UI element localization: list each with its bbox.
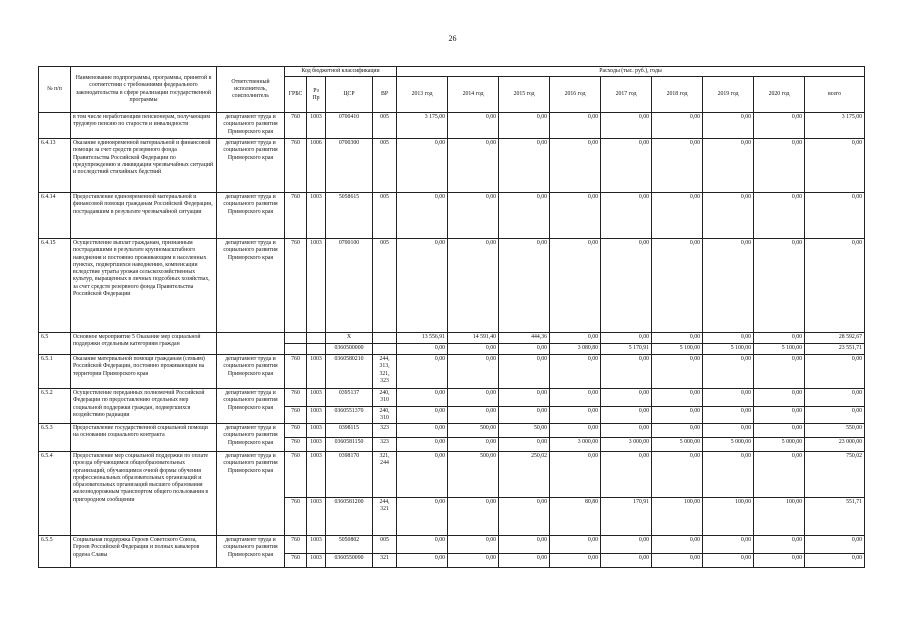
cell-vr: 240, 310 [373, 406, 397, 423]
cell-year-value: 0,00 [397, 139, 448, 193]
cell-year-value: 100,00 [703, 498, 754, 536]
cell-rzpr: 1003 [307, 406, 326, 423]
cell-year-value: 5 170,91 [601, 344, 652, 355]
cell-year-value: 0,00 [601, 239, 652, 333]
cell-year-value: 0,00 [499, 554, 550, 568]
header-budget-code: Код бюджетной классификации [285, 67, 397, 77]
cell-year-value: 0,00 [703, 389, 754, 406]
cell-rzpr [307, 344, 326, 355]
cell-year-value: 0,00 [652, 355, 703, 389]
cell-csr: 0395137 [326, 389, 373, 406]
cell-csr: 0700410 [326, 113, 373, 139]
header-executor: Ответственный исполнитель, соисполнитель [217, 67, 285, 113]
cell-year-value: 0,00 [703, 554, 754, 568]
cell-vr: 244, 313, 321, 323 [373, 355, 397, 389]
cell-year-value: 0,00 [499, 113, 550, 139]
cell-year-value: 0,00 [754, 389, 805, 406]
cell-year-value: 0,00 [754, 452, 805, 498]
cell-total: 23 000,00 [805, 438, 865, 452]
cell-grbs: 760 [285, 355, 307, 389]
cell-year-value: 0,00 [550, 554, 601, 568]
cell-year-value: 3 000,00 [601, 438, 652, 452]
cell-csr: 0360551370 [326, 406, 373, 423]
cell-grbs: 760 [285, 498, 307, 536]
cell-year-value: 5 000,00 [652, 438, 703, 452]
row-executor: департамент труда и социального развития Приморского края [217, 355, 285, 389]
cell-year-value: 0,00 [703, 113, 754, 139]
cell-year-value: 0,00 [499, 536, 550, 554]
cell-year-value: 0,00 [601, 113, 652, 139]
cell-grbs: 760 [285, 452, 307, 498]
cell-rzpr: 1003 [307, 193, 326, 239]
cell-year-value: 0,00 [448, 113, 499, 139]
row-name: Основное мероприятие 5 Оказание мер социальной поддержки отдельным категориям граждан [71, 333, 217, 355]
row-number: 6.5.4 [39, 452, 71, 536]
cell-year-value: 5 000,00 [754, 438, 805, 452]
cell-year-value: 250,02 [499, 452, 550, 498]
cell-year-value: 0,00 [754, 239, 805, 333]
row-executor: департамент труда и социального развития Приморского края [217, 424, 285, 452]
table-header [39, 67, 865, 113]
cell-year-value: 0,00 [601, 333, 652, 344]
cell-year-value: 0,00 [754, 355, 805, 389]
cell-year-value: 0,00 [703, 424, 754, 438]
cell-year-value: 0,00 [499, 239, 550, 333]
row-executor: департамент труда и социального развития Приморского края [217, 193, 285, 239]
row-number: 6.5.1 [39, 355, 71, 389]
table-row [39, 389, 865, 406]
cell-rzpr: 1003 [307, 113, 326, 139]
table-row [39, 239, 865, 333]
cell-year-value: 0,00 [754, 406, 805, 423]
cell-year-value: 0,00 [754, 333, 805, 344]
header-year: 2020 год [754, 77, 805, 113]
cell-year-value: 0,00 [703, 333, 754, 344]
header-total: всего [805, 77, 865, 113]
cell-total: 3 175,00 [805, 113, 865, 139]
cell-csr: 0398115 [326, 424, 373, 438]
header-num: № п/п [39, 67, 71, 113]
cell-csr: 0700100 [326, 239, 373, 333]
cell-year-value: 0,00 [652, 239, 703, 333]
cell-total: 0,00 [805, 554, 865, 568]
cell-year-value: 0,00 [601, 452, 652, 498]
cell-year-value: 0,00 [448, 389, 499, 406]
cell-year-value: 0,00 [397, 498, 448, 536]
cell-vr: 005 [373, 239, 397, 333]
cell-year-value: 0,00 [601, 554, 652, 568]
cell-year-value: 0,00 [754, 113, 805, 139]
cell-total: 750,02 [805, 452, 865, 498]
cell-total: 0,00 [805, 389, 865, 406]
cell-year-value: 0,00 [397, 536, 448, 554]
cell-year-value: 0,00 [652, 139, 703, 193]
row-name: в том числе неработающим пенсионерам, получающим трудовую пенсию по старости и инвалидности [71, 113, 217, 139]
cell-year-value: 0,00 [499, 344, 550, 355]
cell-grbs: 760 [285, 193, 307, 239]
cell-year-value: 0,00 [550, 536, 601, 554]
cell-grbs: 760 [285, 239, 307, 333]
page-number: 26 [448, 34, 457, 43]
cell-vr: 323 [373, 424, 397, 438]
cell-grbs: 760 [285, 554, 307, 568]
cell-year-value: 0,00 [601, 536, 652, 554]
cell-year-value: 0,00 [397, 438, 448, 452]
cell-year-value: 0,00 [703, 355, 754, 389]
table-row [39, 424, 865, 438]
cell-year-value: 5 000,00 [703, 438, 754, 452]
cell-year-value: 0,00 [550, 424, 601, 438]
cell-year-value: 0,00 [754, 554, 805, 568]
cell-total: 0,00 [805, 355, 865, 389]
cell-vr [373, 333, 397, 344]
cell-year-value: 0,00 [448, 193, 499, 239]
cell-rzpr: 1006 [307, 139, 326, 193]
cell-grbs: 760 [285, 113, 307, 139]
cell-year-value: 0,00 [550, 193, 601, 239]
cell-year-value: 0,00 [550, 406, 601, 423]
cell-year-value: 50,00 [499, 424, 550, 438]
table-row [39, 193, 865, 239]
cell-total: 0,00 [805, 536, 865, 554]
cell-year-value: 0,00 [397, 452, 448, 498]
cell-grbs: 760 [285, 536, 307, 554]
cell-year-value: 0,00 [601, 355, 652, 389]
cell-total: 23 551,71 [805, 344, 865, 355]
cell-year-value: 100,00 [754, 498, 805, 536]
cell-rzpr: 1003 [307, 424, 326, 438]
cell-total: 28 592,67 [805, 333, 865, 344]
cell-grbs: 760 [285, 424, 307, 438]
cell-year-value: 0,00 [397, 389, 448, 406]
cell-year-value: 3 080,80 [550, 344, 601, 355]
cell-year-value: 0,00 [499, 139, 550, 193]
cell-year-value: 0,00 [652, 554, 703, 568]
row-name: Осуществление выплат гражданам, признанным пострадавшими в результате крупномасштабного наводнения и постоянно проживающим в населенных пунктах, подвергшихся наводнению, компенсации вследствие утраты урожая сельскохозяйственных культур, выращенных в личных подсобных хозяйствах, за счет средств резервного фонда Правительства Российской Федерации [71, 239, 217, 333]
cell-year-value: 500,00 [448, 452, 499, 498]
cell-year-value: 0,00 [601, 424, 652, 438]
cell-grbs: 760 [285, 139, 307, 193]
cell-total: 0,00 [805, 239, 865, 333]
cell-year-value: 0,00 [652, 389, 703, 406]
cell-year-value: 0,00 [448, 239, 499, 333]
row-executor: департамент труда и социального развития Приморского края [217, 113, 285, 139]
row-executor: департамент труда и социального развития Приморского края [217, 139, 285, 193]
row-name: Предоставление мер социальной поддержки по оплате проезда обучающимся общеобразовательных организаций, обучающимся очной формы обучения профессиональных образовательных организаций и образовательных организаций высшего образования железнодорожным транспортом общего пользования в пригородном сообщении [71, 452, 217, 536]
header-year: 2017 год [601, 77, 652, 113]
table-row [39, 355, 865, 389]
row-number: 6.5 [39, 333, 71, 355]
header-year: 2013 год [397, 77, 448, 113]
header-year: 2019 год [703, 77, 754, 113]
cell-vr [373, 344, 397, 355]
cell-year-value: 0,00 [499, 438, 550, 452]
header-year: 2018 год [652, 77, 703, 113]
cell-total: 0,00 [805, 193, 865, 239]
cell-vr: 005 [373, 536, 397, 554]
cell-csr: 0360581200 [326, 498, 373, 536]
cell-year-value: 0,00 [601, 139, 652, 193]
cell-year-value: 0,00 [397, 344, 448, 355]
cell-vr: 005 [373, 113, 397, 139]
cell-year-value: 0,00 [754, 536, 805, 554]
cell-vr: 240, 310 [373, 389, 397, 406]
header-rzpr: Рз Пр [307, 77, 326, 113]
cell-csr: Х [326, 333, 373, 344]
row-executor: департамент труда и социального развития Приморского края [217, 452, 285, 536]
row-number [39, 113, 71, 139]
cell-year-value: 0,00 [601, 389, 652, 406]
cell-grbs: 760 [285, 406, 307, 423]
cell-vr: 244, 321 [373, 498, 397, 536]
cell-year-value: 13 556,91 [397, 333, 448, 344]
cell-year-value: 0,00 [652, 113, 703, 139]
cell-year-value: 0,00 [397, 406, 448, 423]
cell-rzpr: 1003 [307, 554, 326, 568]
cell-year-value: 0,00 [550, 452, 601, 498]
row-name: Оказание единовременной материальной и финансовой помощи за счет средств резервного фонда Правительства Российской Федерации по предупреждению и ликвидации чрезвычайных ситуаций и последствий стихийных бедствий [71, 139, 217, 193]
cell-year-value: 0,00 [652, 193, 703, 239]
cell-rzpr: 1003 [307, 438, 326, 452]
table-row [39, 333, 865, 344]
cell-year-value: 0,00 [652, 333, 703, 344]
cell-year-value: 0,00 [499, 389, 550, 406]
header-year: 2015 год [499, 77, 550, 113]
row-executor: департамент труда и социального развития Приморского края [217, 389, 285, 424]
cell-year-value: 0,00 [397, 239, 448, 333]
cell-year-value: 444,36 [499, 333, 550, 344]
cell-year-value: 0,00 [448, 139, 499, 193]
header-year: 2016 год [550, 77, 601, 113]
row-name: Социальная поддержка Героев Советского Союза, Героев Российской Федерации и полных кавалеров ордена Славы [71, 536, 217, 568]
cell-year-value: 0,00 [703, 139, 754, 193]
cell-year-value: 0,00 [448, 406, 499, 423]
row-number: 6.5.2 [39, 389, 71, 424]
cell-year-value: 0,00 [601, 406, 652, 423]
cell-year-value: 0,00 [448, 554, 499, 568]
row-executor: департамент труда и социального развития Приморского края [217, 536, 285, 568]
cell-year-value: 100,00 [652, 498, 703, 536]
table-row [39, 113, 865, 139]
cell-year-value: 0,00 [499, 498, 550, 536]
cell-rzpr: 1003 [307, 452, 326, 498]
cell-csr: 0360550090 [326, 554, 373, 568]
cell-year-value: 0,00 [499, 193, 550, 239]
cell-year-value: 0,00 [448, 355, 499, 389]
cell-year-value: 0,00 [550, 389, 601, 406]
cell-year-value: 3 000,00 [550, 438, 601, 452]
table-body [39, 113, 865, 568]
row-number: 6.4.15 [39, 239, 71, 333]
cell-grbs [285, 344, 307, 355]
row-name: Оказание материальной помощи гражданам (семьям) Российской Федерации, постоянно проживающим на территории Приморского края [71, 355, 217, 389]
cell-grbs: 760 [285, 389, 307, 406]
cell-csr: 0360500000 [326, 344, 373, 355]
cell-total: 0,00 [805, 406, 865, 423]
cell-year-value: 5 100,00 [754, 344, 805, 355]
header-grbs: ГРБС [285, 77, 307, 113]
row-number: 6.4.14 [39, 193, 71, 239]
row-executor [217, 333, 285, 355]
cell-vr: 321 [373, 554, 397, 568]
row-number: 6.5.5 [39, 536, 71, 568]
cell-year-value: 80,80 [550, 498, 601, 536]
row-number: 6.4.13 [39, 139, 71, 193]
row-executor: департамент труда и социального развития Приморского края [217, 239, 285, 333]
cell-rzpr: 1003 [307, 239, 326, 333]
cell-year-value: 0,00 [703, 239, 754, 333]
cell-year-value: 0,00 [754, 193, 805, 239]
cell-year-value: 0,00 [703, 452, 754, 498]
cell-total: 550,00 [805, 424, 865, 438]
cell-year-value: 0,00 [703, 536, 754, 554]
cell-year-value: 0,00 [448, 536, 499, 554]
cell-grbs: 760 [285, 438, 307, 452]
cell-year-value: 0,00 [499, 406, 550, 423]
cell-year-value: 0,00 [550, 113, 601, 139]
header-year: 2014 год [448, 77, 499, 113]
cell-csr: 0360580210 [326, 355, 373, 389]
cell-total: 551,71 [805, 498, 865, 536]
cell-year-value: 0,00 [754, 424, 805, 438]
cell-year-value: 0,00 [754, 139, 805, 193]
row-name: Предоставление единовременной материальной и финансовой помощи гражданам Российской Федерации, пострадавшим в результате чрезвычайной ситуации [71, 193, 217, 239]
row-number: 6.5.3 [39, 424, 71, 452]
cell-year-value: 0,00 [550, 139, 601, 193]
cell-rzpr [307, 333, 326, 344]
cell-csr: 5050802 [326, 536, 373, 554]
cell-year-value: 0,00 [652, 536, 703, 554]
table-row [39, 536, 865, 554]
cell-year-value: 0,00 [397, 355, 448, 389]
cell-vr: 005 [373, 193, 397, 239]
header-expenses: Расходы (тыс. руб.), годы [397, 67, 865, 77]
cell-year-value: 0,00 [703, 406, 754, 423]
cell-year-value: 5 100,00 [703, 344, 754, 355]
cell-year-value: 0,00 [397, 554, 448, 568]
cell-rzpr: 1003 [307, 355, 326, 389]
row-name: Осуществление переданных полномочий Российской Федерации по предоставлению отдельных мер социальной поддержки граждан, подвергшихся воздействию радиации [71, 389, 217, 424]
cell-year-value: 0,00 [652, 424, 703, 438]
cell-vr: 323 [373, 438, 397, 452]
cell-year-value: 5 100,00 [652, 344, 703, 355]
budget-table [38, 66, 865, 568]
cell-year-value: 0,00 [448, 344, 499, 355]
cell-csr: 5058615 [326, 193, 373, 239]
cell-year-value: 0,00 [550, 239, 601, 333]
table-row [39, 452, 865, 498]
cell-year-value: 0,00 [397, 193, 448, 239]
header-csr: ЦСР [326, 77, 373, 113]
cell-year-value: 0,00 [499, 355, 550, 389]
cell-csr: 0700300 [326, 139, 373, 193]
cell-year-value: 0,00 [448, 438, 499, 452]
cell-rzpr: 1003 [307, 498, 326, 536]
cell-total: 0,00 [805, 139, 865, 193]
row-name: Предоставление государственной социальной помощи на основании социального контракта [71, 424, 217, 452]
cell-year-value: 500,00 [448, 424, 499, 438]
cell-csr: 0360581150 [326, 438, 373, 452]
cell-year-value: 0,00 [550, 355, 601, 389]
cell-rzpr: 1003 [307, 536, 326, 554]
cell-vr: 005 [373, 139, 397, 193]
cell-year-value: 0,00 [652, 452, 703, 498]
cell-csr: 0398170 [326, 452, 373, 498]
header-name: Наименование подпрограммы, программы, принятой в соответствии с требованиями федерального законодательства в сфере реализации государственной программы [71, 67, 217, 113]
cell-year-value: 0,00 [448, 498, 499, 536]
cell-year-value: 0,00 [550, 333, 601, 344]
cell-year-value: 14 591,40 [448, 333, 499, 344]
header-vr: ВР [373, 77, 397, 113]
cell-year-value: 0,00 [652, 406, 703, 423]
cell-year-value: 0,00 [397, 424, 448, 438]
cell-vr: 321, 244 [373, 452, 397, 498]
cell-year-value: 0,00 [601, 193, 652, 239]
cell-rzpr: 1003 [307, 389, 326, 406]
cell-year-value: 3 175,00 [397, 113, 448, 139]
cell-year-value: 0,00 [703, 193, 754, 239]
cell-year-value: 170,91 [601, 498, 652, 536]
cell-grbs [285, 333, 307, 344]
table-row [39, 139, 865, 193]
